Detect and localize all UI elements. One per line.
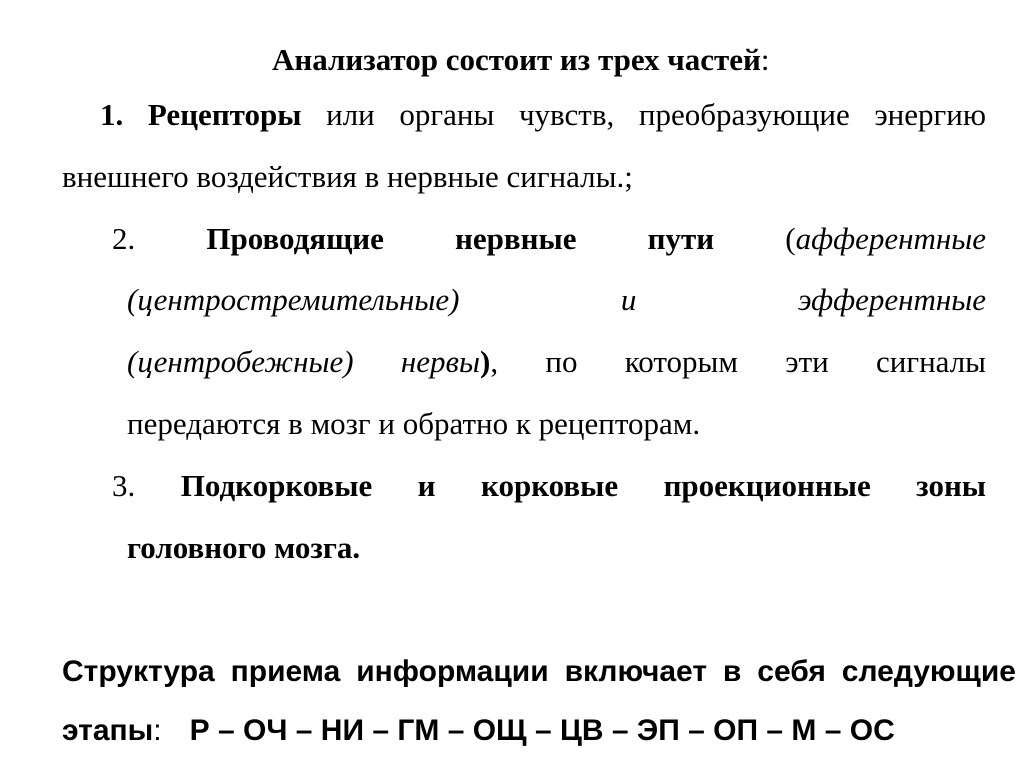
item2-line3-rest: , по которым эти сигналы	[490, 344, 986, 379]
item2-line4: передаются в мозг и обратно к рецепторам.	[127, 406, 701, 441]
structure-colon: :	[153, 714, 162, 747]
item1-number-term: 1. Рецепторы	[100, 97, 302, 132]
item1-rest: или органы чувств, преобразующие энергию	[301, 97, 986, 132]
item2-line3	[127, 342, 986, 382]
item2-centripetal: (центростремительные)	[127, 282, 460, 317]
item1-line2: внешнего воздействия в нервные сигналы.;	[62, 159, 633, 194]
item2-efferent: эфферентные	[797, 282, 987, 317]
item2-close-paren: )	[480, 344, 491, 379]
item2-line1	[112, 219, 986, 259]
item2-word-1: Проводящие	[206, 221, 384, 256]
item3-line1	[112, 466, 986, 506]
item2-open-paren: (	[785, 221, 796, 256]
structure-line2	[62, 711, 895, 751]
item2-and: и	[620, 282, 637, 317]
heading-colon: :	[760, 42, 770, 77]
item1-line1	[100, 95, 986, 135]
item2-word-3: пути	[647, 221, 715, 256]
heading-text: Анализатор состоит из трех частей	[272, 42, 761, 77]
structure-stages-label: этапы	[62, 714, 154, 747]
item2-number: 2.	[112, 221, 136, 256]
item2-word-2: нервные	[455, 221, 577, 256]
item3-line2: головного мозга.	[127, 530, 361, 565]
item3-number: 3.	[112, 468, 136, 503]
item2-nerves: нервы	[400, 344, 480, 379]
item2-centrifugal: (центробежные)	[127, 344, 354, 379]
item2-afferent-group	[785, 221, 986, 256]
item2-line2	[127, 280, 986, 320]
heading	[272, 40, 769, 80]
item2-nerves-group	[401, 344, 986, 379]
item2-afferent: афферентные	[795, 221, 986, 256]
structure-line1: Структура приема информации включает в себя следующие	[62, 655, 1016, 688]
item3-line1-text: Подкорковые и корковые проекционные зоны	[180, 468, 987, 503]
structure-sequence: Р – ОЧ – НИ – ГМ – ОЩ – ЦВ – ЭП – ОП – М – ОС	[189, 714, 895, 747]
